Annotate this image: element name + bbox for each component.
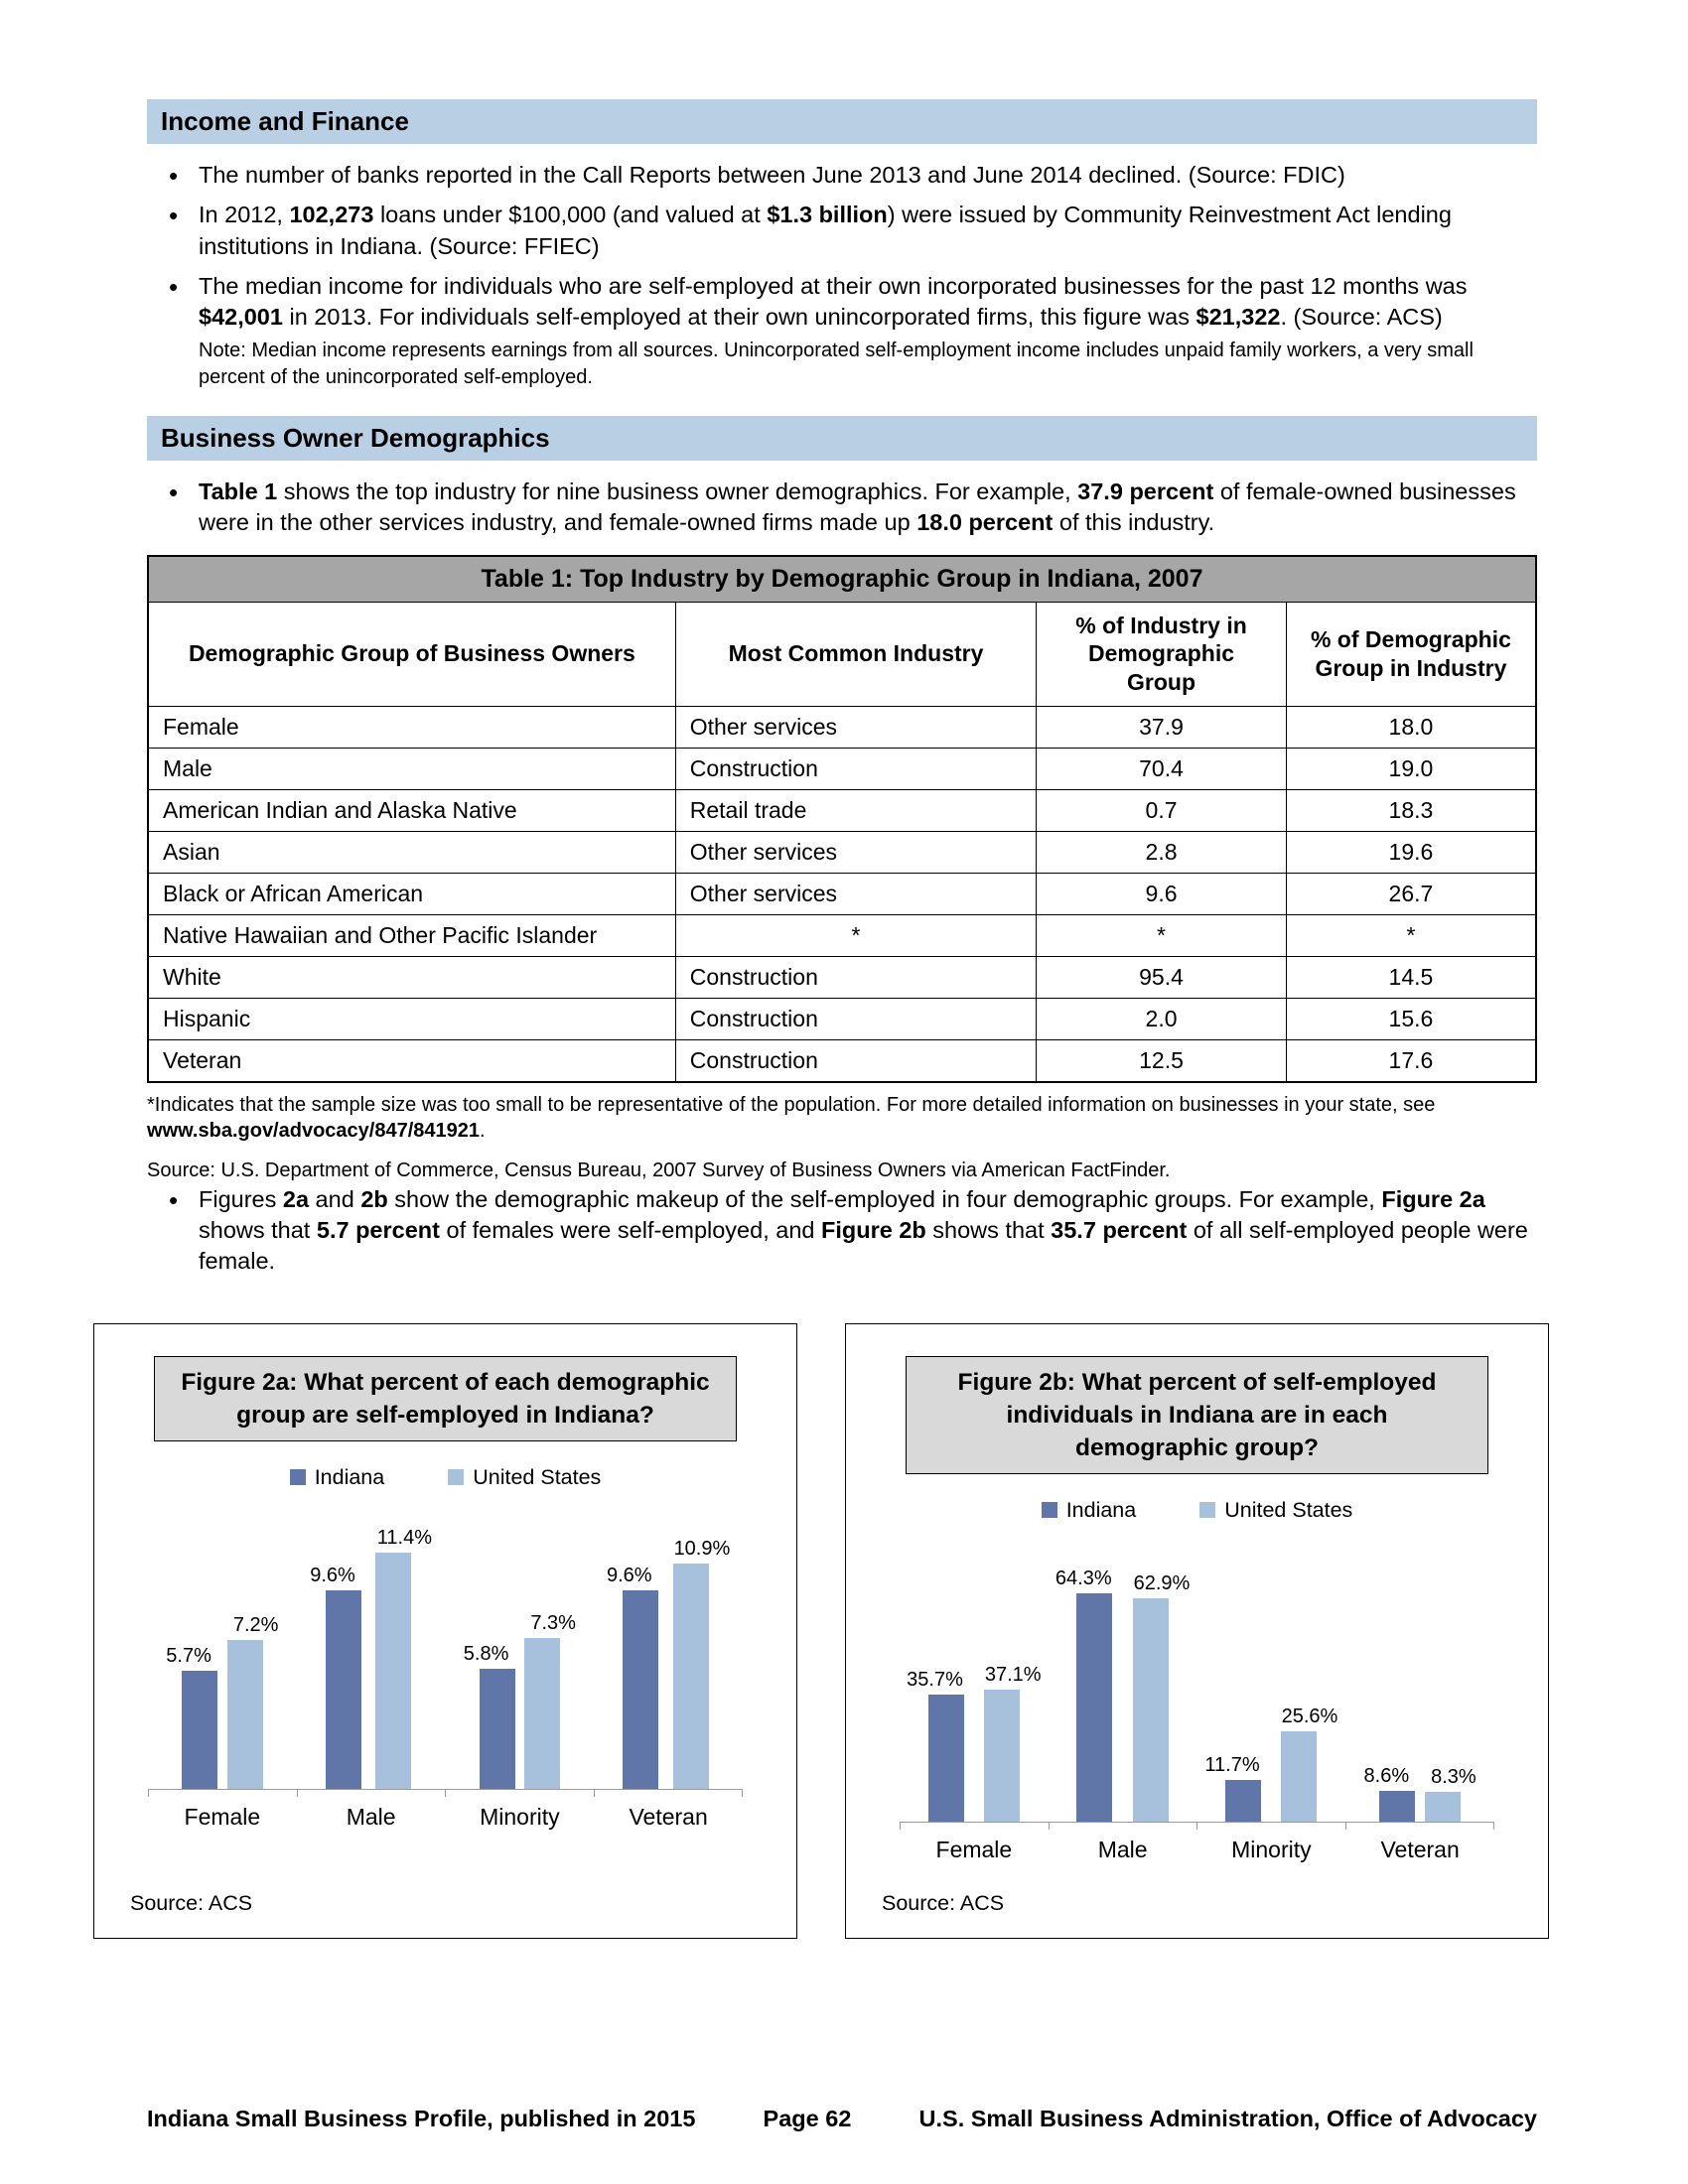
table-footnote (147, 1092, 1537, 1144)
text-segment: show the demographic makeup of the self-employed in four demographic groups. For example, (387, 1185, 1382, 1212)
table-cell: Construction (675, 998, 1036, 1039)
table-cell: 2.8 (1037, 831, 1287, 873)
table-row (148, 998, 1536, 1039)
bar-value-label: 5.8% (463, 1642, 509, 1665)
bar-column (1123, 1571, 1191, 1822)
table-cell: 9.6 (1037, 873, 1287, 914)
text-segment: www.sba.gov/advocacy/847/841921 (147, 1119, 481, 1142)
figure-2a-legend (124, 1465, 767, 1490)
category-label: Veteran (1380, 1836, 1460, 1862)
text-segment: . (480, 1119, 486, 1142)
text-segment: shows the top industry for nine business owner demographics. For example, (277, 478, 1078, 505)
text-segment: 5.7 percent (316, 1217, 440, 1244)
bar-indiana (182, 1671, 217, 1789)
table-cell: * (675, 914, 1036, 956)
category-label: Female (935, 1836, 1013, 1862)
bullet-text (199, 202, 1452, 258)
figure-2a (93, 1323, 797, 1939)
text-segment: of this industry. (1053, 509, 1215, 536)
bar-group (1345, 1765, 1494, 1822)
table-row (148, 873, 1536, 914)
text-segment: of females were self-employed, and (439, 1217, 821, 1244)
bar-value-label: 8.3% (1431, 1765, 1477, 1788)
table-cell: White (148, 956, 675, 998)
bullet-text (199, 1186, 1528, 1275)
bar-column (463, 1642, 520, 1789)
axis-tick (742, 1790, 743, 1797)
bar-column (1271, 1705, 1338, 1822)
axis-tick (1345, 1823, 1346, 1830)
figure-2b-title: Figure 2b: What percent of self-employed individuals in Indiana are in each demographic group? (906, 1356, 1488, 1474)
category-label: Minority (1231, 1836, 1312, 1862)
axis-tick (1196, 1823, 1197, 1830)
table-cell: 12.5 (1037, 1039, 1287, 1082)
section-header-business-owner-demographics: Business Owner Demographics (147, 416, 1537, 461)
table-header-pct-industry-in-group: % of Industry in Demographic Group (1037, 602, 1287, 706)
table-row (148, 956, 1536, 998)
bar-column (663, 1537, 731, 1789)
table-title: Table 1: Top Industry by Demographic Group in Indiana, 2007 (148, 556, 1536, 603)
table-cell: Veteran (148, 1039, 675, 1082)
table-title-row (148, 556, 1536, 603)
legend-label: Indiana (314, 1464, 385, 1489)
bar-column (310, 1564, 366, 1789)
text-segment: loans under $100,000 (and valued at (373, 202, 768, 228)
axis-tick (297, 1790, 298, 1797)
legend-swatch (1042, 1502, 1057, 1518)
axis-ticks (900, 1823, 1494, 1830)
figure-2b-plot (876, 1529, 1518, 1863)
table-header-demographic-group: Demographic Group of Business Owners (148, 602, 675, 706)
section-header-income-and-finance: Income and Finance (147, 99, 1537, 144)
bar-column (907, 1668, 974, 1822)
axis-tick (148, 1790, 149, 1797)
table-cell: 19.0 (1286, 748, 1536, 789)
legend-item (448, 1465, 601, 1490)
legend-item (1042, 1498, 1137, 1523)
text-segment: 2a (282, 1185, 310, 1212)
text-segment: *Indicates that the sample size was too small to be representative of the population. For more detailed information on businesses in your state, see (147, 1093, 1436, 1116)
table-cell: 19.6 (1286, 831, 1536, 873)
table-cell: * (1037, 914, 1287, 956)
text-segment: 37.9 percent (1077, 478, 1214, 505)
table-cell: 18.0 (1286, 706, 1536, 748)
category-label: Veteran (629, 1803, 708, 1830)
table-cell: American Indian and Alaska Native (148, 789, 675, 831)
text-segment: 35.7 percent (1051, 1217, 1188, 1244)
legend-label: United States (473, 1464, 602, 1489)
table-header-most-common-industry: Most Common Industry (675, 602, 1036, 706)
bar-column (1204, 1753, 1270, 1822)
bar-united-states (524, 1638, 560, 1789)
bar-group (1049, 1568, 1197, 1822)
bullet-item (147, 200, 1537, 262)
bar-value-label: 10.9% (673, 1537, 731, 1560)
legend-swatch (1199, 1502, 1215, 1518)
bar-value-label: 7.2% (232, 1613, 279, 1636)
page-footer (147, 2106, 1537, 2132)
table-row (148, 789, 1536, 831)
text-segment: The median income for individuals who are self-employed at their own incorporated businesses for the past 12 months was (199, 272, 1468, 299)
axis-ticks (148, 1790, 743, 1797)
table-cell: Female (148, 706, 675, 748)
text-segment: The number of banks reported in the Call Reports between June 2013 and June 2014 declined. (Source: FDIC) (199, 162, 1345, 188)
legend-swatch (448, 1469, 464, 1485)
table-header-pct-group-in-industry: % of Demographic Group in Industry (1286, 602, 1536, 706)
income-bullet-list (147, 160, 1537, 390)
legend-item (290, 1465, 385, 1490)
bullet-item (147, 160, 1537, 191)
bar-united-states (673, 1564, 709, 1789)
figure-2b (845, 1323, 1549, 1939)
bar-united-states (1425, 1792, 1461, 1822)
bar-column (519, 1611, 576, 1789)
table-cell: Construction (675, 1039, 1036, 1082)
table-cell: Native Hawaiian and Other Pacific Islander (148, 914, 675, 956)
bullet-item (147, 1184, 1537, 1278)
bar-indiana (928, 1695, 964, 1822)
text-segment: Table 1 (199, 478, 278, 505)
table-cell: 26.7 (1286, 873, 1536, 914)
bar-value-label: 11.4% (376, 1526, 433, 1549)
table-row (148, 914, 1536, 956)
bar-group (1197, 1706, 1346, 1822)
text-segment: in 2013. For individuals self-employed at their own unincorporated firms, this figure was (282, 304, 1196, 330)
table-cell: 14.5 (1286, 956, 1536, 998)
legend-item (1199, 1498, 1352, 1523)
bar-value-label: 62.9% (1133, 1571, 1191, 1594)
bar-value-label: 9.6% (606, 1564, 652, 1586)
table-cell: 18.3 (1286, 789, 1536, 831)
text-segment: $21,322 (1196, 304, 1281, 330)
table-cell: Black or African American (148, 873, 675, 914)
bullet-text (199, 478, 1516, 535)
axis-tick (1493, 1823, 1494, 1830)
table-row (148, 1039, 1536, 1082)
bar-united-states (227, 1640, 263, 1789)
bar-value-label: 11.7% (1204, 1753, 1260, 1776)
text-segment: of all self-employed people were female. (199, 1217, 1528, 1275)
table-cell: 2.0 (1037, 998, 1287, 1039)
table-cell: 70.4 (1037, 748, 1287, 789)
bar-value-label: 64.3% (1055, 1567, 1112, 1589)
category-axis (148, 1804, 743, 1831)
bar-value-label: 25.6% (1281, 1705, 1338, 1727)
figure-2b-source: Source: ACS (882, 1890, 1005, 1915)
bar-value-label: 37.1% (984, 1663, 1042, 1686)
figure-2a-source: Source: ACS (130, 1890, 253, 1915)
text-segment: 102,273 (289, 202, 374, 228)
bar-value-label: 7.3% (530, 1611, 576, 1634)
bar-indiana (623, 1590, 658, 1789)
bar-value-label: 35.7% (907, 1668, 963, 1691)
demographics-bullet-list (147, 477, 1537, 539)
bar-column (222, 1613, 279, 1789)
table-row (148, 706, 1536, 748)
text-segment: of female-owned businesses were in the other services industry, and female-owned firms made up (199, 478, 1516, 536)
axis-tick (1049, 1823, 1050, 1830)
table-cell: Other services (675, 831, 1036, 873)
text-segment: Figure 2a (1381, 1185, 1485, 1212)
table-body (148, 706, 1536, 1082)
bar-column (1055, 1567, 1123, 1822)
text-segment: In 2012, (199, 202, 290, 228)
legend-label: United States (1224, 1497, 1353, 1522)
bar-value-label: 8.6% (1363, 1764, 1410, 1787)
category-label: Male (346, 1803, 396, 1830)
table-cell: 95.4 (1037, 956, 1287, 998)
table-cell: Construction (675, 748, 1036, 789)
table-cell: Retail trade (675, 789, 1036, 831)
bar-column (974, 1663, 1042, 1822)
table-cell: Construction (675, 956, 1036, 998)
bar-united-states (984, 1690, 1020, 1822)
bar-column (1420, 1765, 1477, 1822)
text-segment: Figures (199, 1185, 283, 1212)
category-label: Minority (480, 1803, 560, 1830)
text-segment: Figure 2b (821, 1217, 926, 1244)
table-cell: 0.7 (1037, 789, 1287, 831)
table-cell: 37.9 (1037, 706, 1287, 748)
bar-indiana (1379, 1791, 1415, 1822)
text-segment: and (309, 1185, 361, 1212)
footer-page-number: Page 62 (763, 2106, 852, 2131)
bar-column (166, 1644, 222, 1789)
legend-swatch (290, 1469, 306, 1485)
bullet-text (199, 162, 1345, 188)
bar-column (366, 1526, 433, 1789)
text-segment: ) were issued by Community Reinvestment Act lending institutions in Indiana. (Source: FFIEC) (199, 202, 1452, 259)
table-cell: Male (148, 748, 675, 789)
figures-row (93, 1323, 1549, 1939)
table-row (148, 748, 1536, 789)
bar-indiana (480, 1669, 515, 1789)
bullet-item (147, 477, 1537, 539)
table-top-industry-by-demographic (147, 555, 1537, 1083)
table-cell: Other services (675, 706, 1036, 748)
bar-column (606, 1564, 663, 1789)
text-segment: 18.0 percent (916, 509, 1054, 536)
table-cell: 17.6 (1286, 1039, 1536, 1082)
chart-plot-area (148, 1526, 743, 1790)
category-label: Male (1097, 1836, 1148, 1862)
bar-group (594, 1538, 743, 1789)
bar-indiana (1076, 1593, 1112, 1822)
bar-united-states (375, 1553, 411, 1789)
footer-publication: Indiana Small Business Profile, published in 2015 (147, 2106, 696, 2131)
bar-group (148, 1614, 297, 1789)
table-cell: * (1286, 914, 1536, 956)
category-label: Female (184, 1803, 261, 1830)
bar-value-label: 9.6% (310, 1564, 355, 1586)
table-cell: Other services (675, 873, 1036, 914)
chart-plot-area (900, 1567, 1494, 1823)
text-segment: $42,001 (199, 304, 283, 330)
category-axis (900, 1837, 1494, 1863)
bar-group (297, 1527, 446, 1789)
bullet-item (147, 271, 1537, 390)
footer-agency: U.S. Small Business Administration, Office of Advocacy (918, 2106, 1537, 2131)
table-header-row (148, 602, 1536, 706)
figure-2b-legend (876, 1498, 1518, 1523)
table-cell: Hispanic (148, 998, 675, 1039)
text-segment: 2b (360, 1185, 388, 1212)
text-segment: shows that (925, 1217, 1052, 1244)
table-cell: 15.6 (1286, 998, 1536, 1039)
bar-indiana (1225, 1780, 1261, 1822)
bar-column (1363, 1764, 1421, 1822)
axis-tick (445, 1790, 446, 1797)
bar-value-label: 5.7% (166, 1644, 211, 1667)
axis-tick (594, 1790, 595, 1797)
text-segment: $1.3 billion (767, 202, 888, 228)
text-segment: . (Source: ACS) (1280, 304, 1443, 330)
table-cell: Asian (148, 831, 675, 873)
legend-label: Indiana (1065, 1497, 1137, 1522)
bar-group (900, 1664, 1049, 1822)
axis-tick (900, 1823, 901, 1830)
footnote-text (147, 1094, 1435, 1142)
bar-united-states (1281, 1731, 1317, 1822)
figures-bullet-list (147, 1184, 1537, 1278)
figure-2a-title: Figure 2a: What percent of each demographic group are self-employed in Indiana? (154, 1356, 737, 1441)
bar-united-states (1133, 1598, 1169, 1822)
table-source: Source: U.S. Department of Commerce, Census Bureau, 2007 Survey of Business Owners via American FactFinder. (147, 1159, 1171, 1181)
bullet-text (199, 273, 1468, 330)
text-segment: shows that (199, 1217, 317, 1244)
bar-group (446, 1612, 595, 1789)
figure-2a-plot (124, 1496, 767, 1831)
bar-indiana (326, 1590, 361, 1789)
table-row (148, 831, 1536, 873)
median-income-note: Note: Median income represents earnings from all sources. Unincorporated self-employment income includes unpaid family workers, a very small percent of the unincorporated self-employed. (199, 340, 1474, 388)
